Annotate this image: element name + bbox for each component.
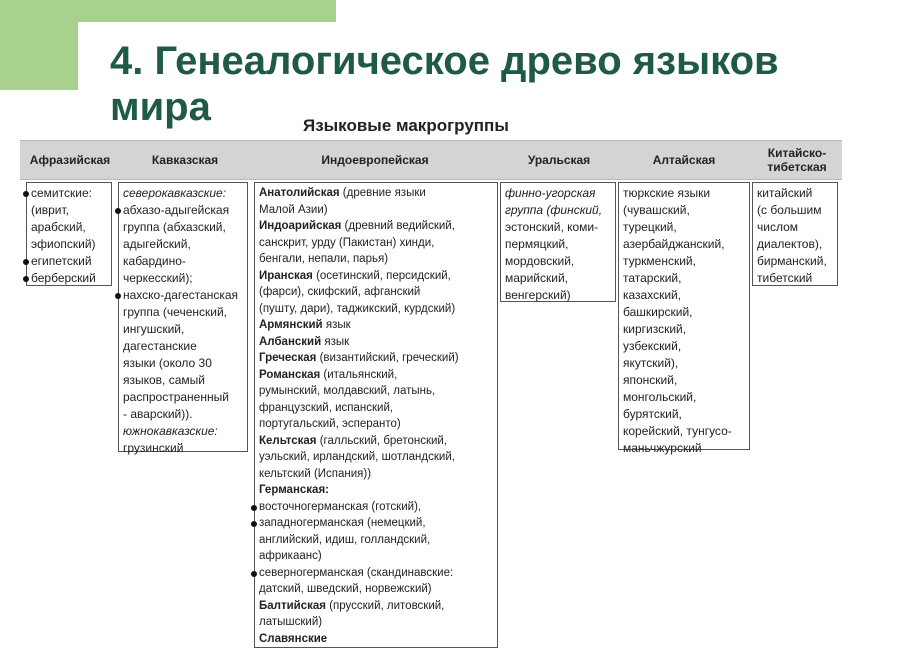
list-item: маньчжурский: [623, 441, 702, 455]
branch-detail: язык: [321, 335, 350, 348]
branch-name: Кельтская: [259, 434, 317, 447]
list-item: бурятский,: [623, 407, 682, 421]
list-item: киргизский,: [623, 322, 687, 336]
list-item: башкирский,: [623, 305, 693, 319]
list-item: грузинский: [123, 441, 184, 455]
list-item: [259, 433, 494, 450]
list-item: [259, 598, 494, 615]
accent-bar-top: [0, 0, 336, 22]
list-item: эфиопский): [31, 237, 96, 251]
list-item: уэльский, ирландский, шотландский,: [259, 451, 455, 463]
list-item: северногерманская (скандинавские:: [259, 565, 494, 582]
branch-detail: (осетинский, персидский,: [312, 269, 451, 282]
list-item: английский, идиш, голландский,: [259, 533, 431, 546]
list-item: группа (финский,: [505, 203, 603, 217]
list-item: якутский),: [623, 356, 679, 370]
list-item: адыгейский,: [123, 237, 191, 251]
list-item: нахско-дагестанская: [123, 287, 244, 304]
list-item: датский, шведский, норвежский): [259, 583, 432, 595]
list-item: эстонский, коми-: [505, 220, 599, 234]
list-item: [259, 268, 494, 285]
list-item: финно-угорская: [505, 186, 596, 200]
list-item: татарский,: [623, 271, 682, 285]
list-item: французский, испанский,: [259, 401, 394, 414]
column-indo-european: [254, 182, 498, 648]
list-item: португальский, эсперанто): [259, 418, 401, 430]
list-item: [259, 367, 494, 384]
list-item: языки (около 30: [123, 356, 212, 370]
list-item: санскрит, урду (Пакистан) хинди,: [259, 236, 435, 249]
list-item: числом: [757, 220, 799, 234]
list-item: [259, 185, 494, 202]
slide-title-line-1: 4. Генеалогическое древо языков: [110, 39, 779, 83]
branch-name: Албанский: [259, 335, 322, 348]
list-item: [259, 631, 494, 648]
list-item: казахский,: [623, 288, 682, 302]
accent-bar-left: [0, 22, 78, 90]
list-item: египетский: [31, 253, 108, 270]
column-sino-tibetan: [752, 182, 838, 286]
accent-corner: [78, 22, 112, 56]
list-item: - аварский)).: [123, 407, 193, 421]
list-item: азербайджанский,: [623, 237, 725, 251]
list-item: абхазо-адыгейская: [123, 202, 244, 219]
slide-title-line-2: мира: [110, 85, 211, 129]
list-item: [259, 334, 494, 351]
branch-name: Анатолийская: [259, 187, 340, 199]
list-item: западногерманская (немецкий,: [259, 515, 494, 532]
list-item: узбекский,: [623, 339, 682, 353]
branch-detail: (византийский, греческий): [316, 352, 459, 364]
list-item: северокавказские:: [123, 186, 227, 200]
list-item: бирманский,: [757, 254, 827, 268]
list-item: языков, самый: [123, 373, 205, 387]
list-item: [259, 218, 494, 235]
header-altaic: Алтайская: [652, 153, 716, 167]
column-caucasian: [118, 182, 248, 455]
list-item: ингушский,: [123, 322, 185, 336]
list-item: берберский: [31, 270, 108, 287]
list-item: кельтский (Испания)): [259, 467, 372, 480]
branch-name: Романская: [259, 368, 321, 381]
list-item: черкесский);: [123, 271, 193, 285]
list-item: японский,: [623, 373, 678, 387]
branch-detail: (итальянский,: [320, 368, 398, 381]
header-sino-tibetan: [752, 140, 842, 180]
list-item: (чувашский,: [623, 203, 690, 217]
list-item: тибетский: [757, 271, 813, 285]
list-item: марийский,: [505, 271, 568, 285]
branch-name: Славянские: [259, 632, 328, 645]
list-item: [259, 482, 494, 499]
list-item: [259, 317, 494, 334]
list-item: [259, 350, 494, 367]
list-item: туркменский,: [623, 254, 696, 268]
list-item: распространенный: [123, 390, 229, 404]
list-item: арабский,: [31, 220, 86, 234]
column-altaic: [618, 182, 750, 455]
branch-detail: (прусский, литовский,: [326, 599, 445, 612]
column-uralic: [500, 182, 616, 302]
header-sino-tibetan-line-1: Китайско-: [767, 146, 827, 160]
list-item: (пушту, дари), таджикский, курдский): [259, 302, 456, 315]
branch-name: Балтийская: [259, 599, 326, 612]
list-item: (фарси), скифский, афганский: [259, 286, 421, 298]
branch-detail: (древний ведийский,: [341, 220, 455, 232]
branch-name: Иранская: [259, 269, 313, 282]
list-item: тюркские языки: [623, 186, 711, 200]
list-item: группа (абхазский,: [123, 220, 226, 234]
list-item: (с большим: [757, 203, 822, 217]
list-item: кабардино-: [123, 254, 186, 268]
column-afrasian: [26, 182, 112, 286]
branch-detail: язык: [322, 319, 351, 331]
header-sino-tibetan-line-2: тибетская: [767, 160, 827, 174]
branch-name: Греческая: [259, 352, 317, 364]
list-item: корейский, тунгусо-: [623, 424, 732, 438]
diagram-title: Языковые макрогруппы: [303, 116, 509, 135]
list-item: Малой Азии): [259, 203, 328, 216]
header-indo-european: Индоевропейская: [321, 153, 429, 167]
branch-name: Германская:: [259, 484, 329, 496]
list-item: монгольский,: [623, 390, 697, 404]
header-caucasian: Кавказская: [151, 153, 219, 167]
header-uralic: Уральская: [527, 153, 591, 167]
branch-name: Армянский: [259, 319, 323, 331]
list-item: мордовский,: [505, 254, 575, 268]
branch-detail: (древние языки: [339, 187, 426, 199]
list-item: латышский): [259, 616, 323, 628]
list-item: румынский, молдавский, латынь,: [259, 385, 436, 397]
list-item: африкаанс): [259, 550, 322, 562]
list-item: пермяцкий,: [505, 237, 569, 251]
list-item: семитские:: [31, 185, 108, 202]
list-item: китайский: [757, 186, 813, 200]
list-item: диалектов),: [757, 237, 823, 251]
list-item: бенгали, непали, парья): [259, 253, 389, 265]
list-item: группа (чеченский,: [123, 305, 227, 319]
branch-detail: (галльский, бретонский,: [316, 434, 448, 447]
header-afrasian: Афразийская: [29, 153, 111, 167]
branch-name: Индоарийская: [259, 220, 342, 232]
list-item: дагестанские: [123, 339, 197, 353]
list-item: южнокавказские:: [123, 424, 218, 438]
list-item: восточногерманская (готский),: [259, 499, 494, 516]
list-item: венгерский): [505, 288, 571, 302]
list-item: турецкий,: [623, 220, 677, 234]
list-item: (иврит,: [31, 203, 69, 217]
